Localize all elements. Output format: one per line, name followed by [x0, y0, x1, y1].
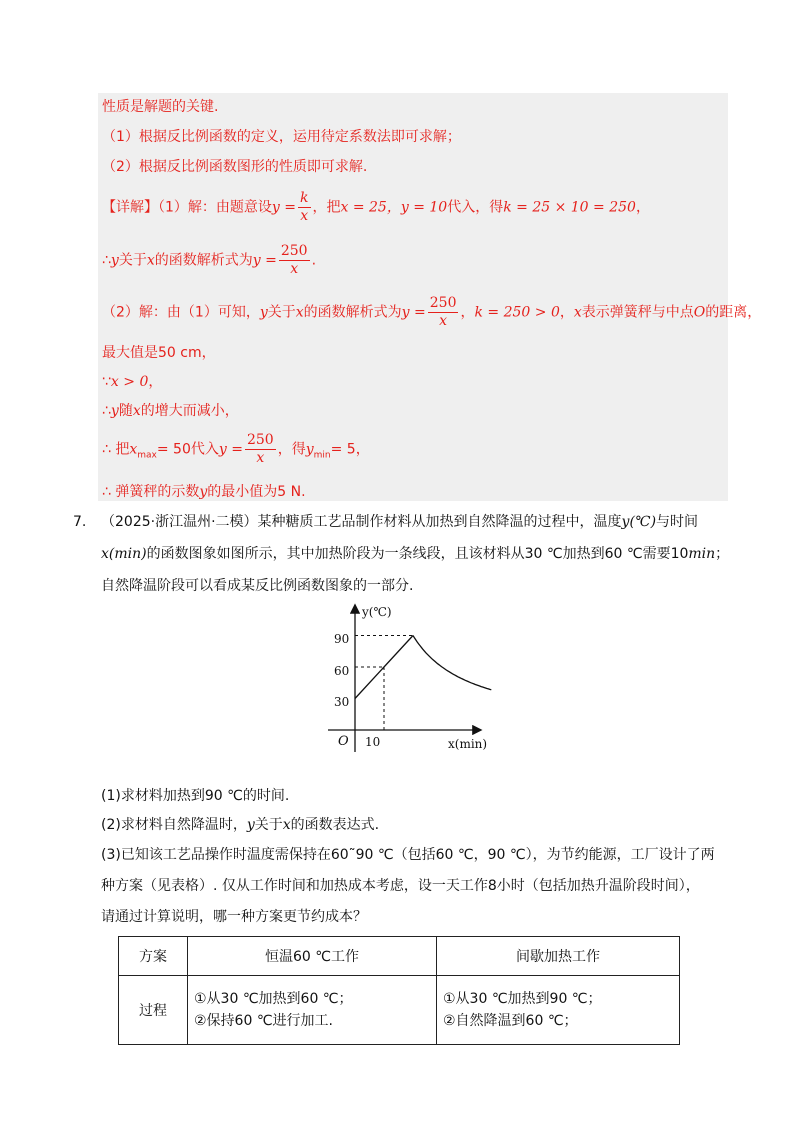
plan-b-cell	[437, 976, 680, 1045]
plan-a-cell	[188, 976, 437, 1045]
solution-line-2: （1）根据反比例函数的定义，运用待定系数法即可求解；	[102, 129, 461, 145]
table-row	[119, 976, 680, 1045]
solution-line-9: ∴y随x的增大而减小，	[102, 403, 239, 419]
question-2: (2)求材料自然降温时，y关于x的函数表达式.	[101, 817, 380, 833]
solution-line-7: 最大值是50 cm，	[102, 345, 216, 361]
table-header-cell: 恒温60 ℃工作	[188, 937, 437, 976]
solution-line-10: ∴ 把$x_{max}= 50$代入y = $\frac{250}{x}$ ，得$y_{min}= 5$，	[102, 432, 370, 466]
y-tick-30: 30	[334, 695, 350, 709]
y-tick-60: 60	[334, 664, 350, 678]
table-header-cell: 方案	[119, 937, 188, 976]
y-axis-label: y(℃)	[362, 605, 392, 619]
table-header-row	[119, 937, 680, 976]
problem-line-1: （2025·浙江温州·二模）某种糖质工艺品制作材料从加热到自然降温的过程中，温度y(℃)与时间	[101, 514, 699, 530]
function-graph	[320, 600, 510, 760]
solution-line-4: 【详解】（1）解：由题意设y = $\frac{k}{x}$ ，把x = 25，y = 10代入，得k = 25 × 10 = 250，	[102, 190, 650, 224]
fraction-250-over-x: $\frac{250}{x}$	[246, 432, 274, 466]
fraction-k-over-x: $\frac{k}{x}$	[300, 190, 309, 224]
solution-line-8: ∵x > 0，	[102, 374, 163, 390]
plan-b-step-2: ②自然降温到60 ℃；	[443, 1013, 578, 1029]
question-3-line-2: 种方案（见表格）. 仅从工作时间和加热成本考虑，设一天工作8小时（包括加热升温阶段时间），	[101, 878, 700, 894]
question-3-line-1: (3)已知该工艺品操作时温度需保持在60˜90 ℃（包括60 ℃，90 ℃），为节约能源，工厂设计了两	[101, 847, 715, 863]
row-label: 过程	[119, 976, 188, 1045]
x-axis-label: x(min)	[448, 737, 488, 751]
fraction-250-over-x: $\frac{250}{x}$	[429, 295, 457, 329]
origin-label: O	[338, 734, 349, 749]
table-header-cell: 间歇加热工作	[437, 937, 680, 976]
solution-line-6: （2）解：由（1）可知，y关于x的函数解析式为y = $\frac{250}{x}$ ，k = 250 > 0，x表示弹簧秤与中点O的距离，	[102, 295, 762, 329]
solution-line-3: （2）根据反比例函数图形的性质即可求解.	[102, 159, 368, 175]
detail-tag: 【详解】	[102, 199, 158, 216]
plan-table	[118, 936, 680, 1045]
solution-line-11: ∴ 弹簧秤的示数y的最小值为5 N.	[102, 484, 306, 500]
question-1: (1)求材料加热到90 ℃的时间.	[101, 788, 290, 804]
problem-number: 7.	[73, 514, 87, 530]
question-3-line-3: 请通过计算说明，哪一种方案更节约成本？	[101, 909, 367, 925]
problem-line-2: x(min)的函数图象如图所示，其中加热阶段为一条线段，且该材料从30 ℃加热到60 ℃需要10min；	[101, 546, 730, 562]
solution-line-5: ∴y关于x的函数解析式为y = $\frac{250}{x}$ .	[102, 243, 317, 277]
plan-a-step-2: ②保持60 ℃进行加工.	[194, 1013, 333, 1029]
problem-line-3: 自然降温阶段可以看成某反比例函数图象的一部分.	[101, 578, 414, 594]
x-tick-10: 10	[365, 735, 381, 749]
plan-a-step-1: ①从30 ℃加热到60 ℃；	[194, 991, 353, 1007]
y-tick-90: 90	[334, 632, 350, 646]
solution-line-1: 性质是解题的关键.	[102, 99, 219, 115]
cooling-curve	[413, 636, 491, 690]
fraction-250-over-x: $\frac{250}{x}$	[280, 243, 308, 277]
plan-b-step-1: ①从30 ℃加热到90 ℃；	[443, 991, 602, 1007]
